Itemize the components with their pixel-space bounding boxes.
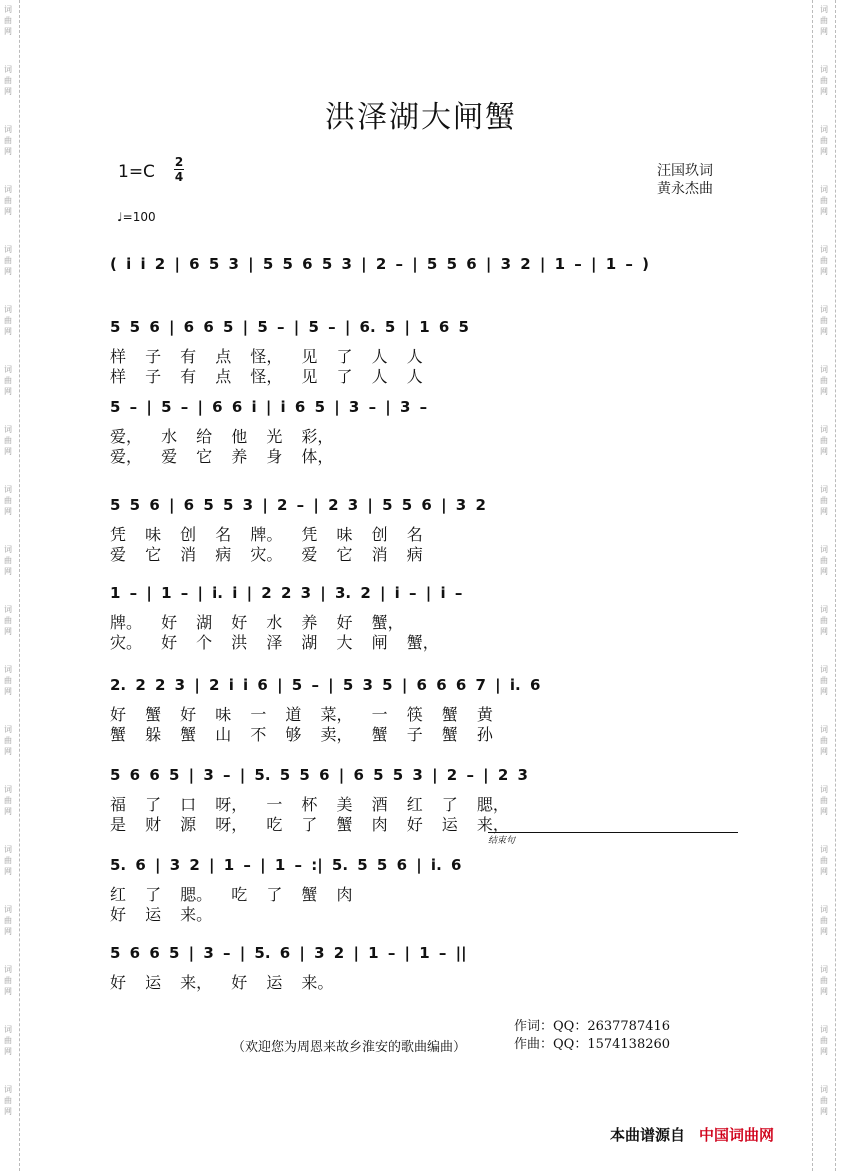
notes-line: 5 – | 5 – | 6 6 i | i 6 5 | 3 – | 3 – xyxy=(110,398,428,416)
watermark-text: 词 曲 网 xyxy=(820,125,828,156)
notes-line: 5. 6 | 3 2 | 1 – | 1 – :| 5. 5 5 6 | i. 6 xyxy=(110,856,462,874)
watermark-text: 词 曲 网 xyxy=(4,845,12,876)
watermark-text: 词 曲 网 xyxy=(820,665,828,696)
composer: 黄永杰曲 xyxy=(657,181,713,197)
watermark-text: 词 曲 网 xyxy=(4,785,12,816)
credits xyxy=(657,162,713,198)
score-system xyxy=(110,766,740,832)
watermark-text: 词 曲 网 xyxy=(4,305,12,336)
watermark-text: 词 曲 网 xyxy=(4,365,12,396)
end-phrase-marker: 结束句 xyxy=(488,832,738,846)
score-system xyxy=(110,676,740,742)
key-signature: 1=C xyxy=(118,162,155,182)
watermark-text: 词 曲 网 xyxy=(820,425,828,456)
lyrics-verse-1: 样 子 有 点 怪， 见 了 人 人 xyxy=(110,347,423,366)
watermark-text: 词 曲 网 xyxy=(820,1025,828,1056)
watermark-text: 词 曲 网 xyxy=(4,5,12,36)
notes-line: 5 6 6 5 | 3 – | 5. 5 5 6 | 6 5 5 3 | 2 – | 2 3 xyxy=(110,766,528,784)
watermark-text: 词 曲 网 xyxy=(4,725,12,756)
lyrics-verse-2: 样 子 有 点 怪， 见 了 人 人 xyxy=(110,367,423,386)
score-system xyxy=(110,496,740,562)
watermark-text: 词 曲 网 xyxy=(4,125,12,156)
music-contact: 作曲：QQ：1574138260 xyxy=(514,1037,671,1052)
time-signature-top: 2 xyxy=(174,155,184,169)
watermark-text: 词 曲 网 xyxy=(820,65,828,96)
watermark-text: 词 曲 网 xyxy=(4,185,12,216)
source-label: 本曲谱源自 xyxy=(610,1126,686,1144)
watermark-text: 词 曲 网 xyxy=(4,65,12,96)
lyrics-verse-2: 爱， 爱 它 养 身 体， xyxy=(110,447,334,466)
watermark-text: 词 曲 网 xyxy=(820,845,828,876)
watermark-text: 词 曲 网 xyxy=(820,965,828,996)
watermark-text: 词 曲 网 xyxy=(820,365,828,396)
watermark-text: 词 曲 网 xyxy=(4,665,12,696)
lyrics-verse-1: 好 运 来， 好 运 来。 xyxy=(110,973,334,992)
score-system xyxy=(110,944,740,990)
watermark-text: 词 曲 网 xyxy=(4,605,12,636)
lyricist: 汪国玖词 xyxy=(657,163,713,179)
watermark-text: 词 曲 网 xyxy=(820,905,828,936)
lyrics-verse-1: 好 蟹 好 味 一 道 菜， 一 筷 蟹 黄 xyxy=(110,705,493,724)
lyrics-verse-2: 好 运 来。 xyxy=(110,905,213,924)
watermark-text: 词 曲 网 xyxy=(4,425,12,456)
lyrics-verse-1: 凭 味 创 名 牌。 凭 味 创 名 xyxy=(110,525,423,544)
tempo-marking: ♩=100 xyxy=(117,210,156,224)
lyrics-verse-2: 爱 它 消 病 灾。 爱 它 消 病 xyxy=(110,545,423,564)
notes-line: 5 5 6 | 6 5 5 3 | 2 – | 2 3 | 5 5 6 | 3 2 xyxy=(110,496,486,514)
score-system xyxy=(110,255,740,281)
watermark-text: 词 曲 网 xyxy=(820,185,828,216)
arrangement-note: （欢迎您为周恩来故乡淮安的歌曲编曲） xyxy=(232,1040,467,1055)
watermark-right xyxy=(812,0,836,1171)
time-signature xyxy=(174,156,184,183)
watermark-text: 词 曲 网 xyxy=(820,605,828,636)
song-title: 洪泽湖大闸蟹 xyxy=(325,100,517,135)
watermark-text: 词 曲 网 xyxy=(820,545,828,576)
lyrics-verse-1: 爱， 水 给 他 光 彩， xyxy=(110,427,334,446)
score-system xyxy=(110,584,740,650)
watermark-text: 词 曲 网 xyxy=(820,725,828,756)
time-signature-bottom: 4 xyxy=(174,170,184,184)
lyrics-verse-2: 蟹 躲 蟹 山 不 够 卖， 蟹 子 蟹 孙 xyxy=(110,725,493,744)
lyrics-verse-2: 是 财 源 呀， 吃 了 蟹 肉 好 运 来， xyxy=(110,815,509,834)
watermark-text: 词 曲 网 xyxy=(4,1025,12,1056)
contact-info xyxy=(514,1018,670,1054)
notes-line: 2. 2 2 3 | 2 i i 6 | 5 – | 5 3 5 | 6 6 6 7 | i. 6 xyxy=(110,676,541,694)
notes-line: 5 6 6 5 | 3 – | 5. 6 | 3 2 | 1 – | 1 – || xyxy=(110,944,467,962)
watermark-text: 词 曲 网 xyxy=(820,785,828,816)
lyrics-verse-1: 牌。 好 湖 好 水 养 好 蟹， xyxy=(110,613,404,632)
lyrics-verse-1: 红 了 腮。 吃 了 蟹 肉 xyxy=(110,885,353,904)
score-system xyxy=(110,318,740,384)
lyrics-verse-1: 福 了 口 呀， 一 杯 美 酒 红 了 腮， xyxy=(110,795,509,814)
score-system xyxy=(110,398,740,464)
notes-line: 1 – | 1 – | i. i | 2 2 3 | 3. 2 | i – | i – xyxy=(110,584,463,602)
watermark-text: 词 曲 网 xyxy=(4,245,12,276)
watermark-left xyxy=(0,0,20,1171)
watermark-text: 词 曲 网 xyxy=(820,1085,828,1116)
watermark-text: 词 曲 网 xyxy=(820,245,828,276)
notes-line: ( i i 2 | 6 5 3 | 5 5 6 5 3 | 2 – | 5 5 6 | 3 2 | 1 – | 1 – ) xyxy=(110,255,649,273)
watermark-text: 词 曲 网 xyxy=(4,485,12,516)
watermark-text: 词 曲 网 xyxy=(820,5,828,36)
watermark-text: 词 曲 网 xyxy=(820,305,828,336)
source-brand: 中国词曲网 xyxy=(699,1126,775,1144)
watermark-text: 词 曲 网 xyxy=(820,485,828,516)
score-system xyxy=(110,856,740,922)
lyrics-verse-2: 灾。 好 个 洪 泽 湖 大 闸 蟹， xyxy=(110,633,439,652)
watermark-text: 词 曲 网 xyxy=(4,1085,12,1116)
notes-line: 5 5 6 | 6 6 5 | 5 – | 5 – | 6. 5 | 1 6 5 xyxy=(110,318,469,336)
source-credit xyxy=(610,1124,774,1145)
watermark-text: 词 曲 网 xyxy=(4,545,12,576)
lyric-contact: 作词：QQ：2637787416 xyxy=(514,1019,671,1034)
watermark-text: 词 曲 网 xyxy=(4,905,12,936)
watermark-text: 词 曲 网 xyxy=(4,965,12,996)
